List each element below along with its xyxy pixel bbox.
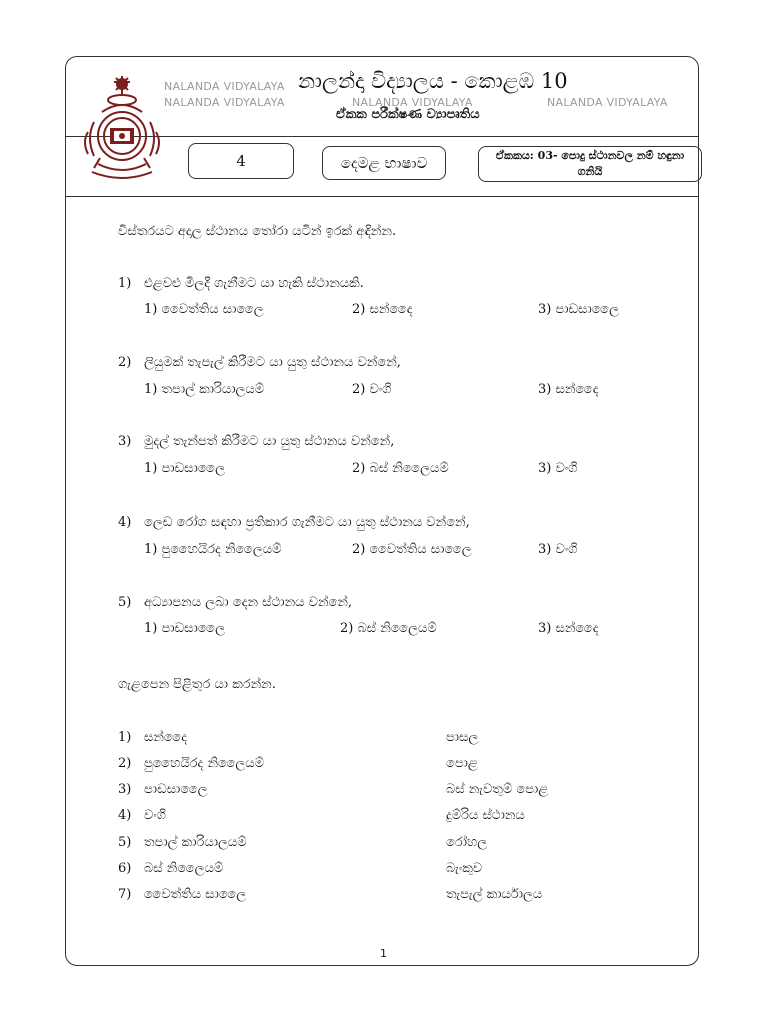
- watermark-text: NALANDA VIDYALAYA: [352, 96, 473, 109]
- match-left-item: බස් නිලෛයම්: [144, 861, 224, 876]
- match-number: 7): [118, 887, 132, 902]
- option: 2) වෛත්තිය සාලෛ: [352, 542, 472, 557]
- section1-instruction: විස්තරයට අදාල ස්ථානය තෝරා යටින් ඉරක් අඳින්න.: [118, 224, 397, 239]
- question-text: ලෙඩ රෝග සඳහා ප්‍රතිකාර ගැනීමට යා යුතු ස්ථානය වන්නේ,: [144, 515, 470, 530]
- option: 3) පාඩසාලෛ: [538, 302, 620, 317]
- match-right-item: තැපැල් කාර්යාලය: [446, 887, 543, 902]
- match-number: 2): [118, 756, 132, 771]
- match-left-item: තපාල් කාරියාලයම්: [144, 835, 247, 850]
- match-left-item: පුහෛයිරද නිලෛයම්: [144, 756, 264, 771]
- question-text: එළවළු මිලදී ගැනීමට යා හැකි ස්ථානයකි.: [144, 276, 364, 291]
- page-number: 1: [380, 947, 387, 960]
- grade-value: 4: [236, 152, 246, 170]
- header-divider-bottom: [65, 196, 699, 197]
- school-title: නාලන්දා විද්‍යාලය - කොළඹ 10: [298, 69, 568, 93]
- match-left-item: පාඩසාලෛ: [144, 782, 208, 797]
- match-right-item: රෝහල: [446, 835, 488, 850]
- option: 1) පාඩසාලෛ: [144, 621, 226, 636]
- subject-value: දෙමළ භාෂාව: [340, 154, 428, 172]
- option: 1) වෛත්තිය සාලෛ: [144, 302, 264, 317]
- question-text: මුදල් තැන්පත් කිරීමට යා යුතු ස්ථානය වන්නේ,: [144, 434, 395, 449]
- subject-box: [322, 146, 446, 180]
- question-number: 2): [118, 355, 132, 370]
- question-number: 5): [118, 595, 132, 610]
- option: 2) බස් නිලෛයම්: [340, 621, 437, 636]
- match-number: 6): [118, 861, 132, 876]
- option: 3) සන්දෛ: [538, 382, 599, 397]
- option: 2) බස් නිලෛයම්: [352, 461, 449, 476]
- watermark-text: NALANDA VIDYALAYA: [547, 96, 668, 109]
- match-right-item: බස් නැවතුම් පොළ: [446, 782, 549, 797]
- option: 1) තපාල් කාරියාලයම්: [144, 382, 265, 397]
- option: 2) සන්දෛ: [352, 302, 413, 317]
- unit-box: [478, 146, 702, 182]
- option: 2) වංගි: [352, 382, 392, 397]
- match-right-item: බැංකුව: [446, 861, 483, 876]
- match-right-item: පොළ: [446, 756, 478, 771]
- option: 1) පුහෛයිරද නිලෛයම්: [144, 542, 282, 557]
- match-right-item: පාසල: [446, 730, 479, 745]
- match-number: 3): [118, 782, 132, 797]
- question-text: අධ්‍යාපනය ලබා දෙන ස්ථානය වන්නේ,: [144, 595, 353, 610]
- match-number: 1): [118, 730, 132, 745]
- school-crest-icon: [80, 72, 164, 184]
- unit-value: ඒකකය: 03- පොදු ස්ථානවල නම් හඳුනා ගනියි: [495, 149, 685, 178]
- page-frame: [65, 56, 699, 966]
- question-number: 4): [118, 515, 132, 530]
- match-right-item: දුම්රිය ස්ථානය: [446, 808, 525, 823]
- question-number: 1): [118, 276, 132, 291]
- option: 3) වංගි: [538, 542, 578, 557]
- watermark-text: NALANDA VIDYALAYA: [164, 80, 285, 93]
- option: 1) පාඩසාලෛ: [144, 461, 226, 476]
- question-text: ලියුමක් තැපැල් කිරීමට යා යුතු ස්ථානය වන්නේ,: [144, 355, 401, 370]
- match-left-item: වෛත්තිය සාලෛ: [144, 887, 247, 902]
- match-number: 4): [118, 808, 132, 823]
- section2-instruction: ගැළපෙන පිළිතුර යා කරන්න.: [118, 677, 276, 692]
- watermark-text: NALANDA VIDYALAYA: [164, 96, 285, 109]
- match-number: 5): [118, 835, 132, 850]
- question-number: 3): [118, 434, 132, 449]
- match-left-item: සන්දෛ: [144, 730, 188, 745]
- option: 3) සන්දෛ: [538, 621, 599, 636]
- subtitle: ඒකක පරීක්ෂණ ව්‍යාපෘතිය: [336, 107, 480, 122]
- option: 3) වංගි: [538, 461, 578, 476]
- grade-box: [188, 143, 294, 179]
- match-left-item: වංගි: [144, 808, 166, 823]
